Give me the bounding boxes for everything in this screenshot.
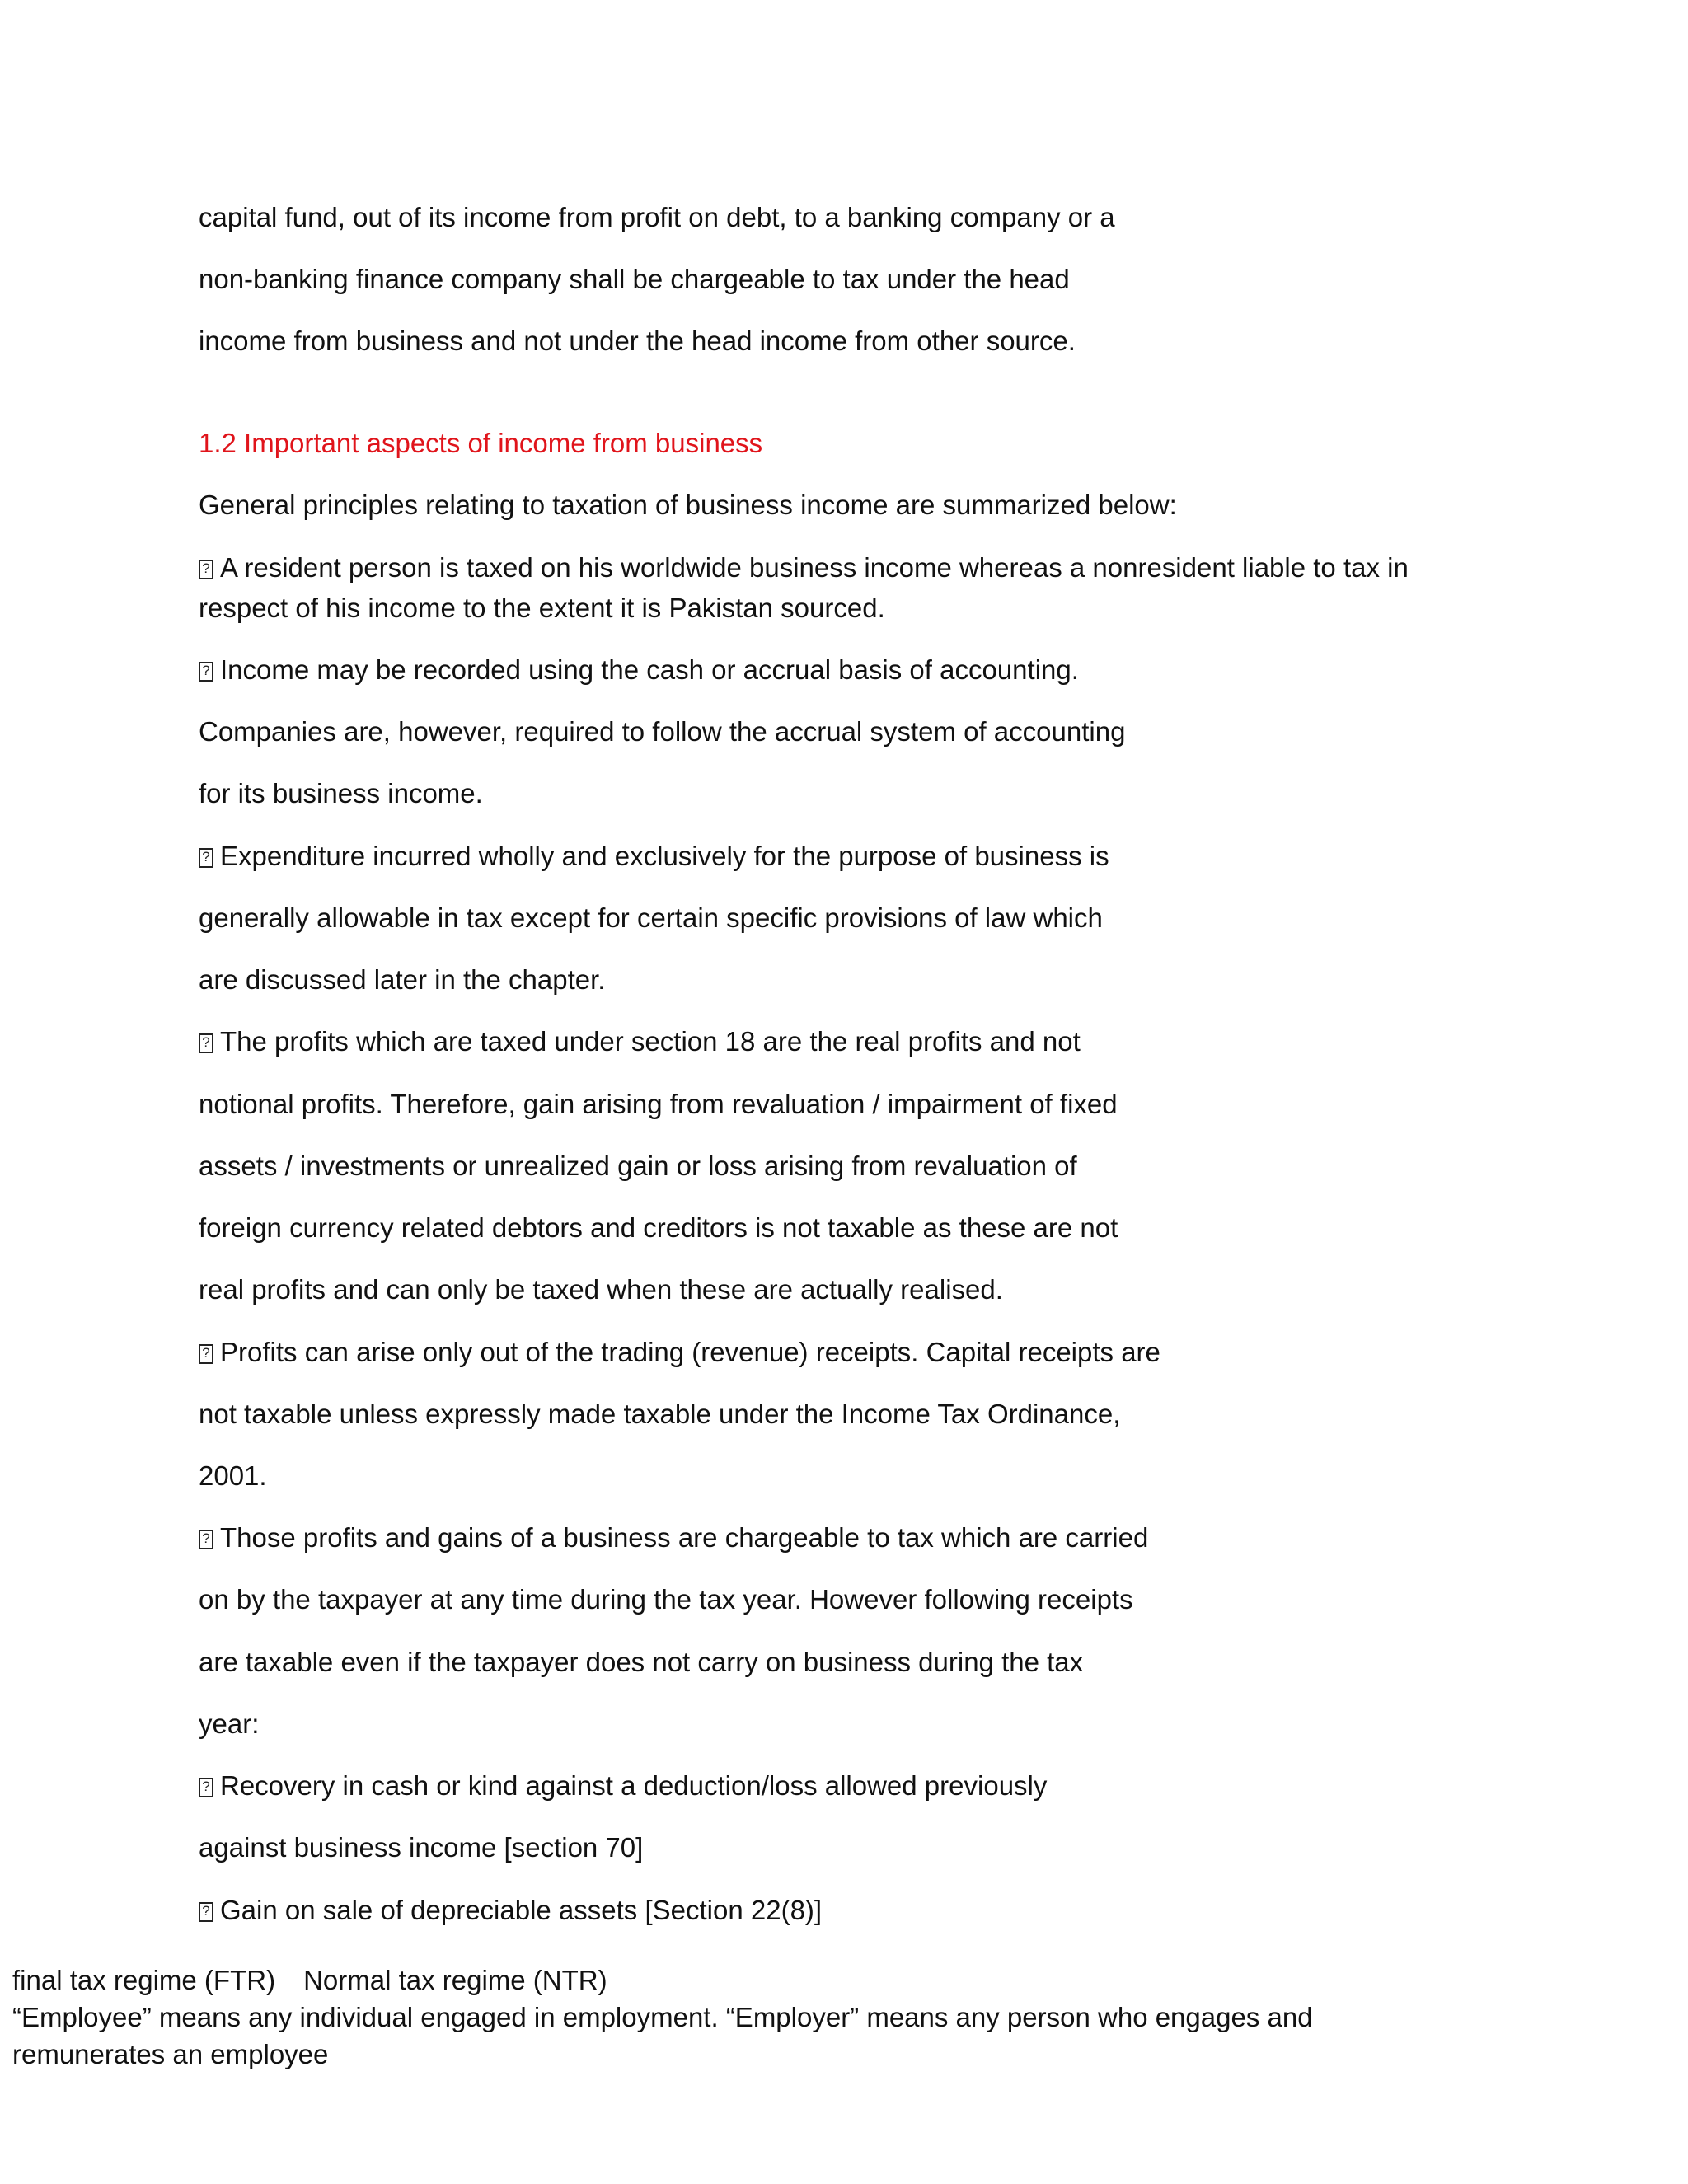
- bullet-5-line-3: 2001.: [199, 1460, 267, 1491]
- bullet-4-line-5: real profits and can only be taxed when these are actually realised.: [199, 1274, 1003, 1305]
- bullet-6-text-1: Those profits and gains of a business are chargeable to tax which are carried: [220, 1522, 1149, 1553]
- bullet-1-line-1: [199, 551, 1409, 584]
- bullet-3-line-1: [199, 840, 1109, 873]
- intro-line-3: income from business and not under the head income from other source.: [199, 326, 1076, 356]
- section-heading: 1.2 Important aspects of income from business: [199, 428, 763, 458]
- bullet-7-line-1: [199, 1769, 1047, 1802]
- bullet-7-line-2: against business income [section 70]: [199, 1832, 644, 1863]
- summary-line: General principles relating to taxation of business income are summarized below:: [199, 490, 1177, 520]
- missing-glyph-box-icon: [199, 848, 213, 868]
- ntr-label: Normal tax regime (NTR): [303, 1965, 607, 1995]
- missing-glyph-box-icon: [199, 662, 213, 682]
- bullet-5-line-2: not taxable unless expressly made taxable under the Income Tax Ordinance,: [199, 1399, 1121, 1429]
- missing-glyph-box-icon: [199, 560, 213, 579]
- bullet-3-line-2: generally allowable in tax except for certain specific provisions of law which: [199, 902, 1103, 933]
- bullet-6-line-3: are taxable even if the taxpayer does not carry on business during the tax: [199, 1647, 1084, 1677]
- bullet-4-line-1: [199, 1025, 1081, 1058]
- bullet-6-line-1: [199, 1521, 1148, 1554]
- bullet-2-line-2: Companies are, however, required to follow the accrual system of accounting: [199, 716, 1126, 747]
- bullet-4-line-3: assets / investments or unrealized gain or loss arising from revaluation of: [199, 1151, 1077, 1181]
- intro-line-2: non-banking finance company shall be chargeable to tax under the head: [199, 264, 1070, 294]
- bullet-2-line-3: for its business income.: [199, 778, 483, 808]
- bullet-3-line-3: are discussed later in the chapter.: [199, 964, 606, 995]
- footer-definition-line-2: remunerates an employee: [12, 2039, 329, 2069]
- intro-line-1: capital fund, out of its income from profit on debt, to a banking company or a: [199, 202, 1115, 232]
- missing-glyph-box-icon: [199, 1033, 213, 1053]
- ftr-label: final tax regime (FTR): [12, 1965, 276, 1995]
- bullet-5-text-1: Profits can arise only out of the trading (revenue) receipts. Capital receipts are: [220, 1337, 1160, 1367]
- bullet-6-line-2: on by the taxpayer at any time during the tax year. However following receipts: [199, 1584, 1133, 1615]
- bullet-4-line-2: notional profits. Therefore, gain arising from revaluation / impairment of fixed: [199, 1089, 1118, 1119]
- bullet-2-text-1: Income may be recorded using the cash or accrual basis of accounting.: [220, 654, 1079, 685]
- missing-glyph-box-icon: [199, 1778, 213, 1797]
- bullet-4-line-4: foreign currency related debtors and creditors is not taxable as these are not: [199, 1212, 1118, 1243]
- missing-glyph-box-icon: [199, 1344, 213, 1364]
- footer-definition-line-1: “Employee” means any individual engaged in employment. “Employer” means any person who engages and: [12, 2002, 1313, 2032]
- bullet-5-line-1: [199, 1336, 1160, 1369]
- bullet-1-line-2: respect of his income to the extent it is Pakistan sourced.: [199, 593, 885, 623]
- missing-glyph-box-icon: [199, 1530, 213, 1549]
- bullet-8-text-1: Gain on sale of depreciable assets [Section 22(8)]: [220, 1895, 823, 1925]
- bullet-3-text-1: Expenditure incurred wholly and exclusively for the purpose of business is: [220, 841, 1109, 871]
- bullet-7-text-1: Recovery in cash or kind against a deduction/loss allowed previously: [220, 1770, 1048, 1801]
- bullet-1-text-1: A resident person is taxed on his worldwide business income whereas a nonresident liable to tax in: [220, 552, 1409, 583]
- bullet-2-line-1: [199, 654, 1079, 687]
- missing-glyph-box-icon: [199, 1902, 213, 1922]
- bullet-4-text-1: The profits which are taxed under section 18 are the real profits and not: [220, 1026, 1081, 1057]
- bullet-6-line-4: year:: [199, 1708, 260, 1739]
- bullet-8-line-1: [199, 1894, 822, 1927]
- footer-regimes: [12, 1964, 607, 1997]
